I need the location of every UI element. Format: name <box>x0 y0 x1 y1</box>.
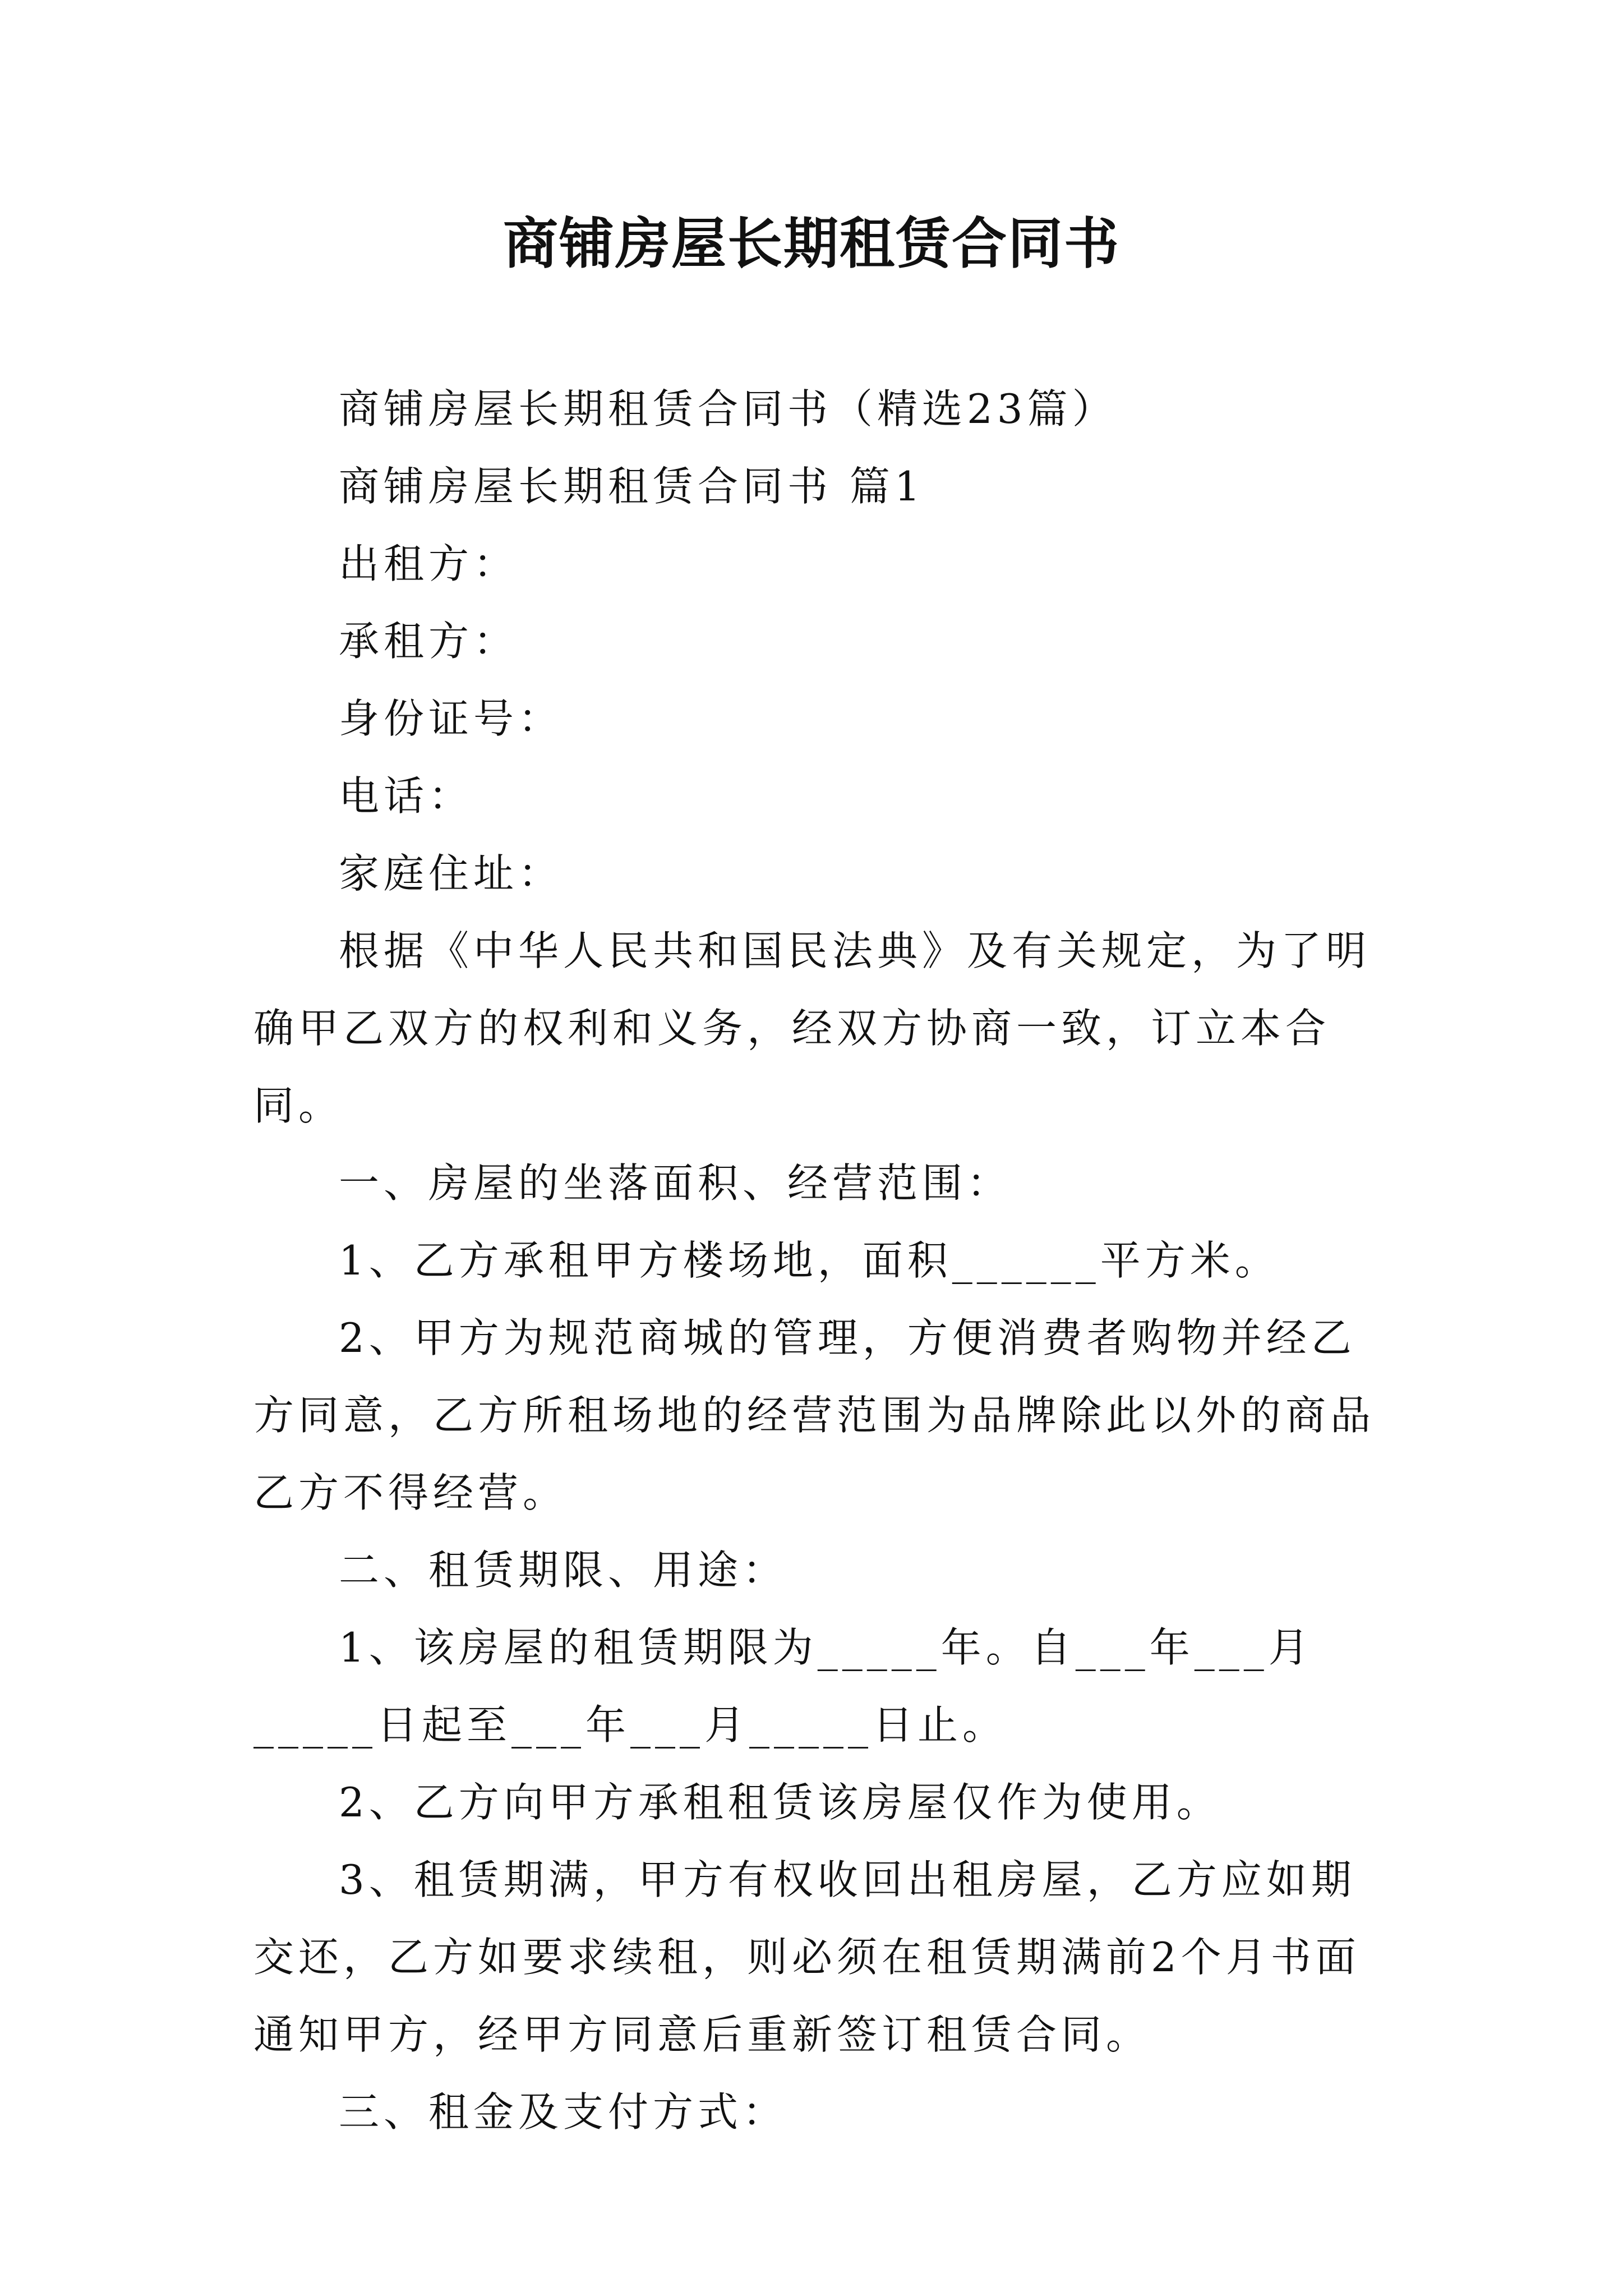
paragraph-clause-1-1: 1、乙方承租甲方楼场地，面积______平方米。 <box>339 1237 1280 1284</box>
paragraph-subtitle: 商铺房屋长期租赁合同书（精选23篇） <box>339 385 1117 432</box>
paragraph-phone: 电话： <box>339 772 474 820</box>
paragraph-clause-2-2: 2、乙方向甲方承租租赁该房屋仅作为使用。 <box>339 1779 1221 1826</box>
paragraph-clause-2-3: 3、租赁期满，甲方有权收回出租房屋，乙方应如期交还，乙方如要求续租，则必须在租赁期满前2个月书面通知甲方，经甲方同意后重新签订租赁合同。 <box>253 1856 1361 2058</box>
document-body <box>253 370 1382 2151</box>
paragraph-clause-1-heading: 一、房屋的坐落面积、经营范围： <box>339 1159 1012 1207</box>
paragraph-lessor: 出租方： <box>339 540 519 587</box>
paragraph-clause-3-heading: 三、租金及支付方式： <box>339 2088 788 2136</box>
document-title: 商铺房屋长期租赁合同书 <box>502 211 1120 276</box>
paragraph-id-number: 身份证号： <box>339 695 564 742</box>
paragraph-lessee: 承租方： <box>339 618 519 665</box>
paragraph-address: 家庭住址： <box>339 850 564 897</box>
paragraph-clause-2-1: 1、该房屋的租赁期限为_____年。自___年___月_____日起至___年___月_____日止。 <box>253 1624 1313 1749</box>
paragraph-clause-1-2: 2、甲方为规范商城的管理，方便消费者购物并经乙方同意，乙方所租场地的经营范围为品牌除此以外的商品乙方不得经营。 <box>253 1314 1376 1516</box>
paragraph-section-heading: 商铺房屋长期租赁合同书 篇1 <box>339 463 925 510</box>
paragraph-clause-2-heading: 二、租赁期限、用途： <box>339 1547 788 1594</box>
paragraph-preamble: 根据《中华人民共和国民法典》及有关规定，为了明确甲乙双方的权利和义务，经双方协商一致，订立本合同。 <box>253 927 1371 1129</box>
